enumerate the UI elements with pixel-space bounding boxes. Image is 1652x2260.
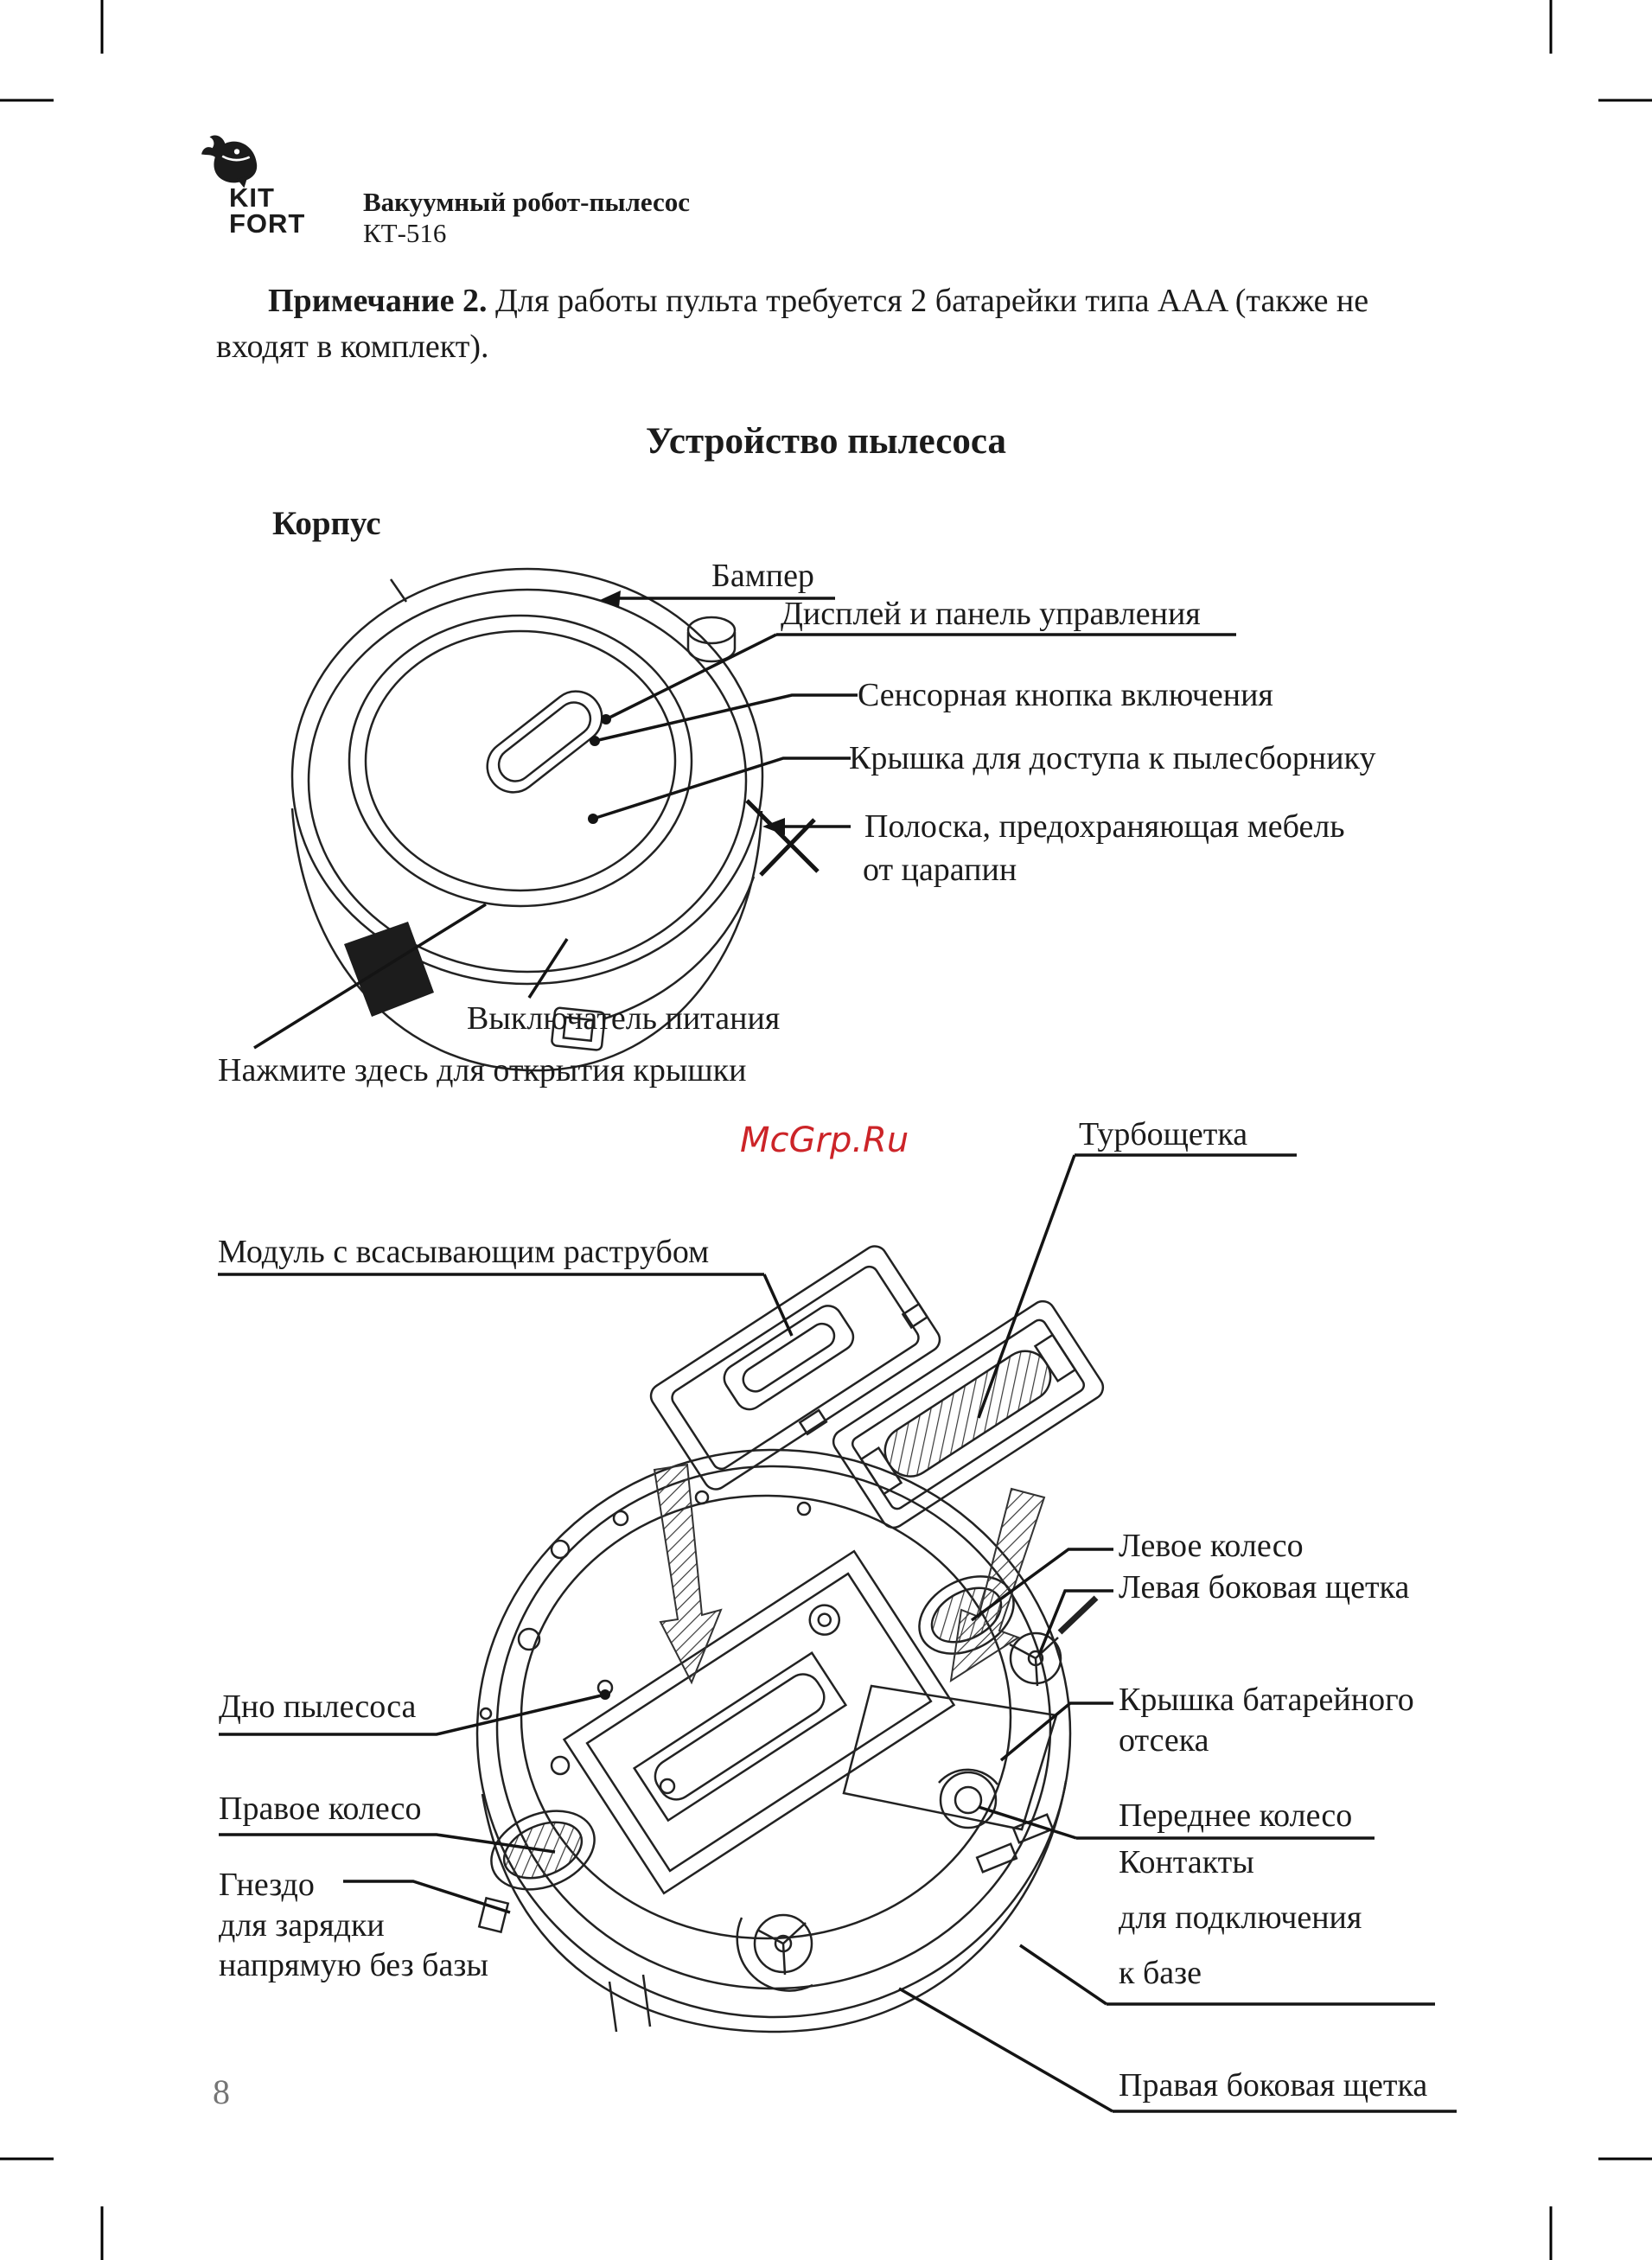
- label-contacts-line3: к базе: [1119, 1955, 1202, 1991]
- page-number: 8: [213, 2072, 230, 2111]
- label-left-wheel: Левое колесо: [1119, 1528, 1304, 1564]
- brand-name-line2: FORT: [229, 208, 306, 239]
- label-bumper: Бампер: [711, 558, 814, 594]
- robot-top-view-drawing: [292, 569, 762, 1070]
- note-label: Примечание 2.: [268, 283, 488, 319]
- label-press-here: Нажмите здесь для открытия крышки: [218, 1052, 747, 1089]
- note-paragraph-line2: входят в комплект).: [216, 329, 489, 365]
- kitfort-logo-icon: [201, 136, 257, 188]
- label-charge-socket-line3: напрямую без базы: [219, 1947, 488, 1983]
- label-display-panel: Дисплей и панель управления: [781, 596, 1201, 632]
- label-contacts-line2: для подключения: [1119, 1899, 1362, 1936]
- label-power-switch: Выключатель питания: [467, 1000, 781, 1037]
- label-left-side-brush: Левая боковая щетка: [1119, 1569, 1410, 1606]
- site-watermark: McGrp.Ru: [740, 1120, 909, 1160]
- label-charge-socket-line1: Гнездо: [219, 1867, 315, 1903]
- label-dust-cover: Крышка для доступа к пылесборнику: [849, 740, 1376, 776]
- subsection-title: Корпус: [272, 505, 381, 542]
- brand-name-line1: KIT: [229, 182, 275, 213]
- turbo-brush-module-drawing: [829, 1297, 1107, 1532]
- label-suction-module: Модуль с всасывающим раструбом: [218, 1234, 710, 1270]
- note-text-line1: Для работы пульта требуется 2 батарейки типа AAA (также не: [487, 283, 1369, 319]
- insert-arrows: [654, 1465, 1044, 1682]
- label-protect-strip-line2: от царапин: [863, 852, 1017, 888]
- label-protect-strip-line1: Полоска, предохраняющая мебель: [864, 808, 1345, 845]
- label-battery-cover-line2: отсека: [1119, 1722, 1209, 1759]
- label-front-wheel: Переднее колесо: [1119, 1797, 1353, 1834]
- label-bottom-side: Дно пылесоса: [219, 1689, 417, 1725]
- label-contacts-line1: Контакты: [1119, 1844, 1254, 1880]
- page-title: Устройство пылесоса: [645, 421, 1006, 462]
- label-battery-cover-line1: Крышка батарейного: [1119, 1682, 1414, 1718]
- label-charge-socket-line2: для зарядки: [219, 1907, 385, 1944]
- label-turbo-brush: Турбощетка: [1079, 1116, 1248, 1152]
- label-right-wheel: Правое колесо: [219, 1791, 422, 1827]
- note-paragraph-line1: [268, 278, 1368, 324]
- label-right-side-brush: Правая боковая щетка: [1119, 2067, 1428, 2104]
- label-power-button: Сенсорная кнопка включения: [858, 677, 1273, 713]
- header-product-name: Вакуумный робот-пылесос: [363, 187, 691, 217]
- header-model-number: КТ-516: [363, 218, 447, 248]
